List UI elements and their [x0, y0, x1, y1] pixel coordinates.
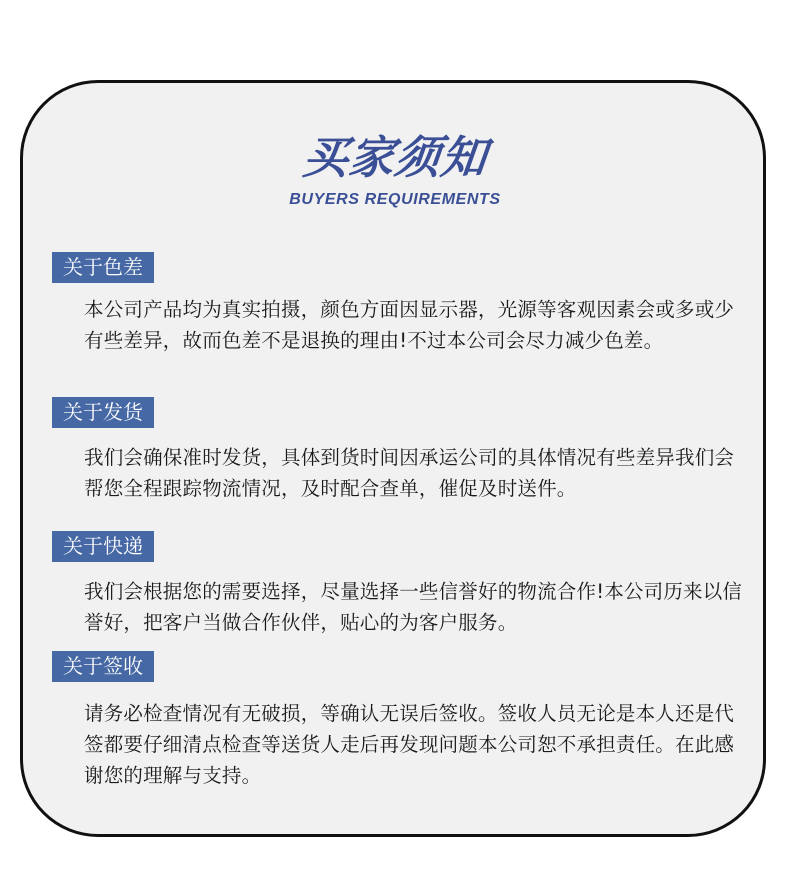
section-text-receipt: 请务必检查情况有无破损，等确认无误后签收。签收人员无论是本人还是代签都要仔细清点检查等送货人走后再发现问题本公司恕不承担责任。在此感谢您的理解与支持。 — [84, 702, 735, 787]
section-label-receipt: 关于签收 — [52, 651, 154, 682]
section-label-courier: 关于快递 — [52, 531, 154, 562]
section-label-shipping: 关于发货 — [52, 397, 154, 428]
page-subtitle: BUYERS REQUIREMENTS — [289, 191, 501, 208]
section-text-courier: 我们会根据您的需要选择，尽量选择一些信誉好的物流合作!本公司历来以信誉好，把客户当做合作伙伴，贴心的为客户服务。 — [84, 580, 743, 634]
section-text-color-difference: 本公司产品均为真实拍摄，颜色方面因显示器，光源等客观因素会或多或少有些差异，故而色差不是退换的理由!不过本公司会尽力减少色差。 — [84, 298, 735, 352]
section-label-color-difference: 关于色差 — [52, 252, 154, 283]
page-title: 买家须知 — [300, 131, 490, 184]
section-text-shipping: 我们会确保准时发货，具体到货时间因承运公司的具体情况有些差异我们会帮您全程跟踪物流情况，及时配合查单，催促及时送件。 — [84, 446, 735, 500]
